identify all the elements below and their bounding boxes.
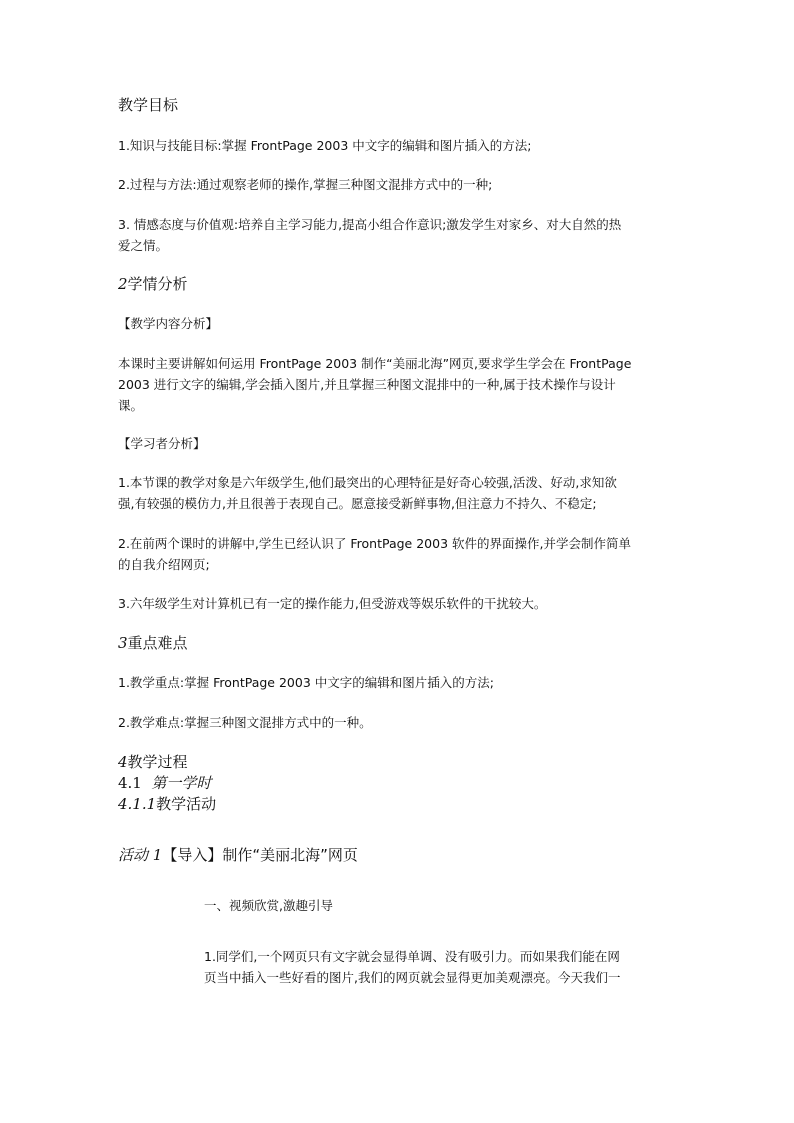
step-1-line2: 页当中插入一些好看的图片,我们的网页就会显得更加美观漂亮。今天我们一	[204, 970, 621, 985]
heading-teaching-objectives: 教学目标	[118, 96, 179, 114]
objective-attitude-line2: 爱之情。	[118, 238, 169, 253]
section-3-heading	[118, 636, 188, 651]
subsection-4-1-number: 4.1	[118, 774, 142, 792]
subsection-4-1-1-title: 教学活动	[156, 795, 217, 813]
learner-point-2-line1: 2.在前两个课时的讲解中,学生已经认识了 FrontPage 2003 软件的界面操作,并学会制作简单	[118, 536, 631, 551]
section-2-heading	[118, 277, 188, 292]
subsection-4-1-heading	[118, 776, 211, 791]
learner-point-1-line1: 1.本节课的教学对象是六年级学生,他们最突出的心理特征是好奇心较强,活泼、好动,求知欲	[118, 475, 617, 490]
objective-attitude-line1: 3. 情感态度与价值观:培养自主学习能力,提高小组合作意识;激发学生对家乡、对大自然的热	[118, 217, 622, 232]
content-analysis-line2: 2003 进行文字的编辑,学会插入图片,并且掌握三种图文混排中的一种,属于技术操作与设计	[118, 377, 616, 392]
objective-knowledge-skills: 1.知识与技能目标:掌握 FrontPage 2003 中文字的编辑和图片插入的方法;	[118, 138, 532, 153]
step-1-heading: 一、视频欣赏,激趣引导	[204, 898, 333, 913]
content-analysis-line1: 本课时主要讲解如何运用 FrontPage 2003 制作“美丽北海”网页,要求学生学会在 FrontPage	[118, 356, 632, 371]
subsection-4-1-title: 第一学时	[151, 774, 212, 792]
subsection-4-1-1-heading	[118, 797, 216, 812]
section-4-heading	[118, 755, 188, 770]
section-3-number: 3	[118, 634, 128, 652]
subsection-4-1-1-number: 4.1.1	[118, 795, 157, 813]
learner-point-1-line2: 强,有较强的模仿力,并且很善于表现自己。愿意接受新鲜事物,但注意力不持久、不稳定;	[118, 496, 597, 511]
section-2-title: 学情分析	[127, 275, 188, 293]
objective-process-method: 2.过程与方法:通过观察老师的操作,掌握三种图文混排方式中的一种;	[118, 177, 493, 192]
section-3-title: 重点难点	[127, 634, 188, 652]
content-analysis-line3: 课。	[118, 398, 144, 413]
learner-analysis-heading: 【学习者分析】	[118, 436, 206, 451]
activity-1-heading	[118, 848, 358, 863]
step-1-line1: 1.同学们,一个网页只有文字就会显得单调、没有吸引力。而如果我们能在网	[204, 949, 620, 964]
learner-point-2-line2: 的自我介绍网页;	[118, 557, 210, 572]
difficult-point: 2.教学难点:掌握三种图文混排方式中的一种。	[118, 715, 372, 730]
section-4-number: 4	[118, 753, 128, 771]
activity-1-prefix: 活动 1	[118, 846, 163, 864]
learner-point-3: 3.六年级学生对计算机已有一定的操作能力,但受游戏等娱乐软件的干扰较大。	[118, 596, 547, 611]
section-2-number: 2	[118, 275, 128, 293]
key-point: 1.教学重点:掌握 FrontPage 2003 中文字的编辑和图片插入的方法;	[118, 675, 494, 690]
content-analysis-heading: 【教学内容分析】	[118, 316, 219, 331]
section-4-title: 教学过程	[127, 753, 188, 771]
activity-1-title: 【导入】制作“美丽北海”网页	[162, 846, 358, 864]
